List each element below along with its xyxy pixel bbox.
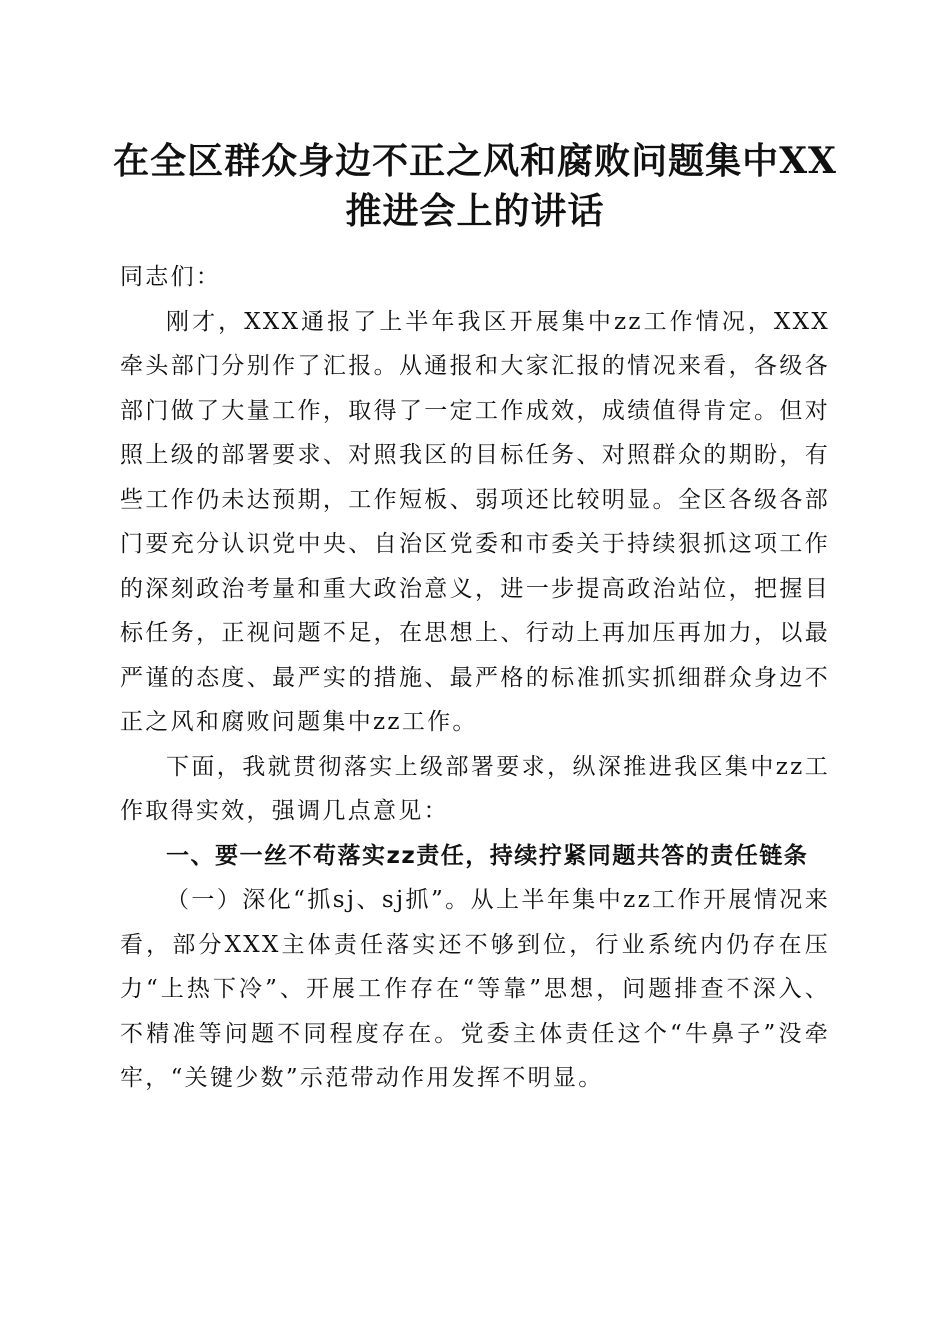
section-heading: 一、要一丝不苟落实zz责任，持续拧紧同题共答的责任链条 xyxy=(166,842,809,869)
document-title xyxy=(100,136,850,236)
paragraph-transition: 下面，我就贯彻落实上级部署要求，纵深推进我区集中zz工作取得实效，强调几点意见： xyxy=(120,753,830,824)
salutation: 同志们： xyxy=(120,264,222,290)
subsection-paragraph: （一）深化“抓sj、sj抓”。从上半年集中zz工作开展情况来看，部分XXX主体责任落实还不够到位，行业系统内仍存在压力“上热下冷”、开展工作存在“等靠”思想，问题排查不深入、不精准等问题不同程度存在。党委主体责任这个“牛鼻子”没牵牢，“关键少数”示范带动作用发挥不明显。 xyxy=(120,887,830,1091)
document-body xyxy=(120,255,830,1101)
paragraph-opening: 刚才，XXX通报了上半年我区开展集中zz工作情况，XXX牵头部门分别作了汇报。从通报和大家汇报的情况来看，各级各部门做了大量工作，取得了一定工作成效，成绩值得肯定。但对照上级的部署要求、对照我区的目标任务、对照群众的期盼，有些工作仍未达预期，工作短板、弱项还比较明显。全区各级各部门要充分认识党中央、自治区党委和市委关于持续狠抓这项工作的深刻政治考量和重大政治意义，进一步提高政治站位，把握目标任务，正视问题不足，在思想上、行动上再加压再加力，以最严谨的态度、最严实的措施、最严格的标准抓实抓细群众身边不正之风和腐败问题集中zz工作。 xyxy=(120,308,830,735)
title-line-1: 在全区群众身边不正之风和腐败问题集中XX xyxy=(113,140,837,182)
title-line-2: 推进会上的讲话 xyxy=(345,190,605,232)
